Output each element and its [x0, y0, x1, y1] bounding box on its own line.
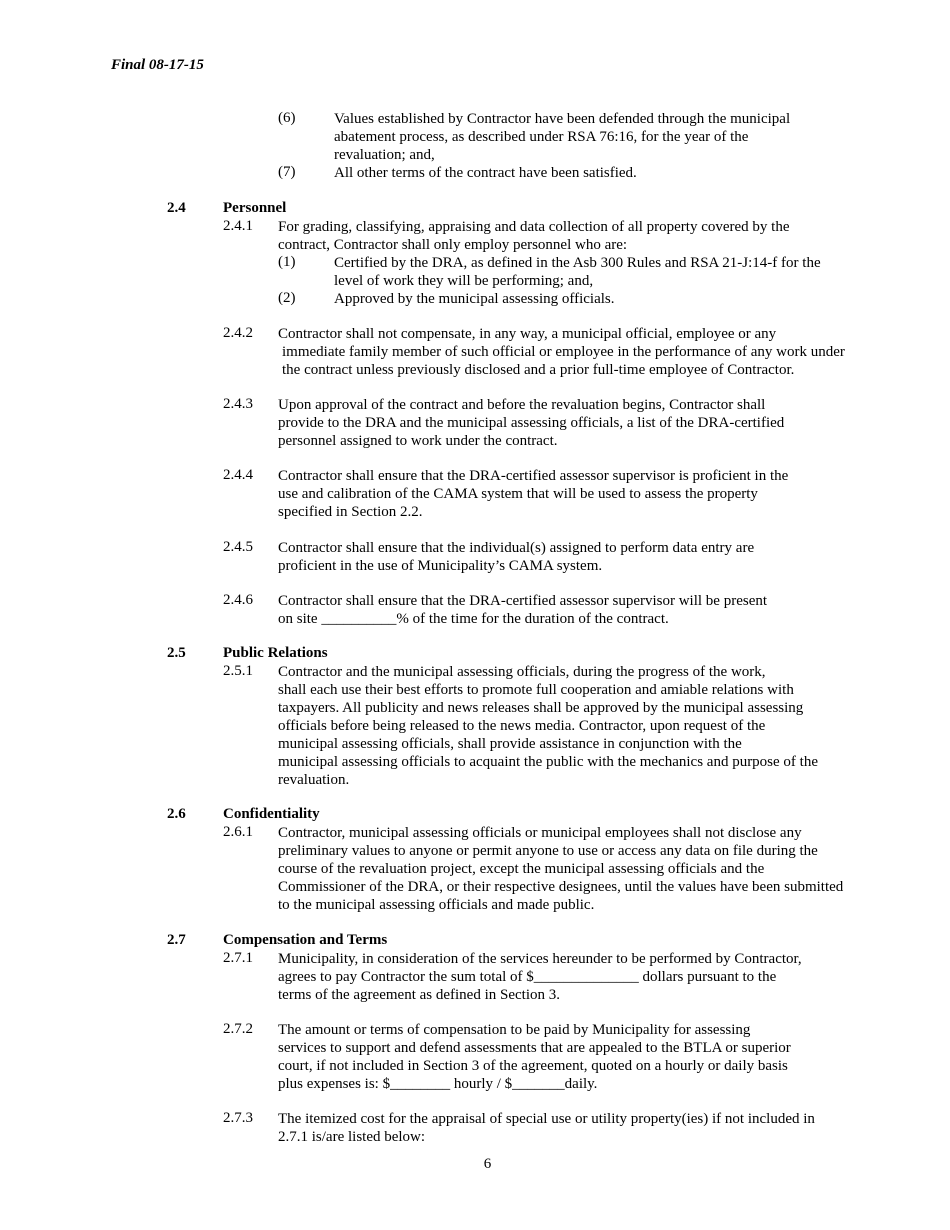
text-line: Contractor shall ensure that the individual(s) assigned to perform data entry are [278, 540, 755, 556]
text-line: Contractor shall not compensate, in any way, a municipal official, employee or any [278, 326, 777, 342]
text-line: abatement process, as described under RSA 76:16, for the year of the [334, 129, 749, 145]
text-line: use and calibration of the CAMA system that will be used to assess the property [278, 486, 758, 502]
text-line: shall each use their best efforts to promote full cooperation and amiable relations with [278, 682, 794, 698]
text-line: Municipality, in consideration of the services hereunder to be performed by Contractor, [278, 951, 802, 967]
list-item-text [334, 110, 790, 164]
text-line: Values established by Contractor have been defended through the municipal [334, 111, 791, 127]
text-line: taxpayers. All publicity and news releases shall be approved by the municipal assessing [278, 700, 804, 716]
text-line: The amount or terms of compensation to be paid by Municipality for assessing [278, 1022, 751, 1038]
text-line: contract, Contractor shall only employ personnel who are: [278, 237, 628, 253]
paragraph-number: 2.5.1 [223, 663, 253, 679]
paragraph-text [278, 1110, 815, 1146]
paragraph-number: 2.4.4 [223, 467, 253, 483]
paragraph-number: 2.4.5 [223, 539, 253, 555]
text-line: personnel assigned to work under the contract. [278, 433, 558, 449]
section-title: Compensation and Terms [223, 932, 388, 948]
list-item-number: (2) [278, 290, 296, 306]
text-line: All other terms of the contract have been satisfied. [334, 165, 637, 181]
list-item-text [334, 164, 637, 182]
text-line: municipal assessing officials to acquaint the public with the mechanics and purpose of the [278, 754, 818, 770]
text-line: municipal assessing officials, shall provide assistance in conjunction with the [278, 736, 742, 752]
paragraph-text [278, 218, 790, 254]
text-line: officials before being released to the news media. Contractor, upon request of the [278, 718, 766, 734]
text-line: The itemized cost for the appraisal of special use or utility property(ies) if not included in [278, 1111, 815, 1127]
text-line: Upon approval of the contract and before the revaluation begins, Contractor shall [278, 397, 766, 413]
text-line: services to support and defend assessments that are appealed to the BTLA or superior [278, 1040, 791, 1056]
text-line: For grading, classifying, appraising and data collection of all property covered by the [278, 219, 790, 235]
text-line: the contract unless previously disclosed and a prior full-time employee of Contractor. [282, 362, 795, 378]
paragraph-text [278, 539, 754, 575]
paragraph-text [278, 663, 818, 789]
list-item-number: (1) [278, 254, 296, 270]
text-line: 2.7.1 is/are listed below: [278, 1129, 426, 1145]
text-line: level of work they will be performing; and, [334, 273, 594, 289]
section-number: 2.6 [167, 806, 186, 822]
text-line: course of the revaluation project, except the municipal assessing officials and the [278, 861, 765, 877]
text-line: preliminary values to anyone or permit anyone to use or access any data on file during the [278, 843, 818, 859]
paragraph-text [278, 396, 784, 450]
paragraph-number: 2.4.6 [223, 592, 253, 608]
paragraph-number: 2.7.2 [223, 1021, 253, 1037]
paragraph-number: 2.6.1 [223, 824, 253, 840]
paragraph-text [278, 467, 788, 521]
section-number: 2.7 [167, 932, 186, 948]
list-item-text [334, 254, 821, 290]
paragraph-number: 2.4.1 [223, 218, 253, 234]
paragraph-text [278, 592, 767, 628]
section-title: Public Relations [223, 645, 328, 661]
section-title: Personnel [223, 200, 287, 216]
paragraph-text [278, 824, 843, 914]
text-line: Contractor and the municipal assessing officials, during the progress of the work, [278, 664, 766, 680]
page-header: Final 08-17-15 [111, 57, 204, 73]
text-line: court, if not included in Section 3 of the agreement, quoted on a hourly or daily basis [278, 1058, 788, 1074]
paragraph-text [278, 950, 802, 1004]
paragraph-number: 2.7.1 [223, 950, 253, 966]
list-item-number: (6) [278, 110, 296, 126]
text-line: Commissioner of the DRA, or their respective designees, until the values have been submitted [278, 879, 844, 895]
text-line: revaluation; and, [334, 147, 435, 163]
text-line: on site __________% of the time for the duration of the contract. [278, 611, 669, 627]
section-number: 2.5 [167, 645, 186, 661]
text-line: Contractor shall ensure that the DRA-certified assessor supervisor will be present [278, 593, 768, 609]
text-line: agrees to pay Contractor the sum total of $______________ dollars pursuant to the [278, 969, 777, 985]
paragraph-text [278, 1021, 791, 1093]
text-line: Contractor shall ensure that the DRA-certified assessor supervisor is proficient in the [278, 468, 789, 484]
section-number: 2.4 [167, 200, 186, 216]
list-item-text [334, 290, 615, 308]
text-line: Contractor, municipal assessing officials or municipal employees shall not disclose any [278, 825, 802, 841]
list-item-number: (7) [278, 164, 296, 180]
paragraph-number: 2.4.3 [223, 396, 253, 412]
section-title: Confidentiality [223, 806, 320, 822]
text-line: proficient in the use of Municipality’s CAMA system. [278, 558, 603, 574]
text-line: revaluation. [278, 772, 350, 788]
paragraph-text [278, 325, 845, 379]
text-line: Approved by the municipal assessing officials. [334, 291, 615, 307]
paragraph-number: 2.7.3 [223, 1110, 253, 1126]
text-line: Certified by the DRA, as defined in the Asb 300 Rules and RSA 21-J:14-f for the [334, 255, 821, 271]
page-number: 6 [483, 1156, 492, 1172]
text-line: immediate family member of such official or employee in the performance of any work under [282, 344, 845, 360]
text-line: plus expenses is: $________ hourly / $_______daily. [278, 1076, 598, 1092]
text-line: specified in Section 2.2. [278, 504, 423, 520]
text-line: terms of the agreement as defined in Section 3. [278, 987, 560, 1003]
text-line: to the municipal assessing officials and made public. [278, 897, 595, 913]
paragraph-number: 2.4.2 [223, 325, 253, 341]
text-line: provide to the DRA and the municipal assessing officials, a list of the DRA-certified [278, 415, 785, 431]
